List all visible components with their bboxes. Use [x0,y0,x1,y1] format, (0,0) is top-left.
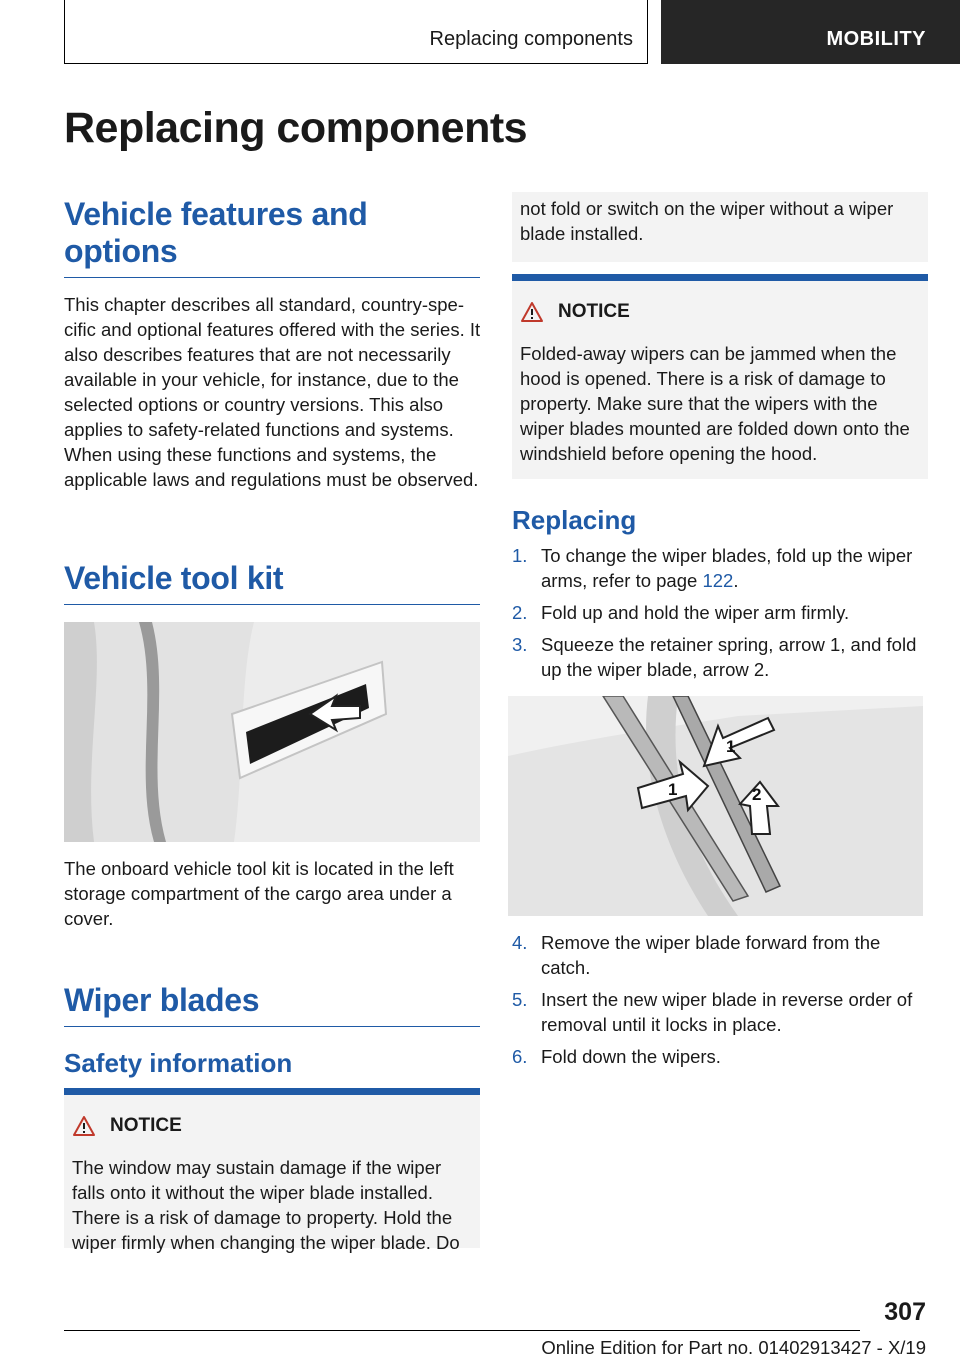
step-number: 2. [512,602,528,623]
step-text: Insert the new wiper blade in reverse order of removal until it locks in place. [541,989,913,1035]
step-number: 4. [512,932,528,953]
page-title: Replacing components [64,104,528,152]
list-item [512,543,932,593]
header-chapter-tab [661,0,960,64]
warning-triangle-icon [520,301,544,323]
notice-text: Folded-away wipers can be jammed when the hood is opened. There is a risk of damage to property. Make sure that the wipers with the wiper blades mounted are folded down onto the windshield before opening the hood. [520,343,910,464]
list-item [512,1044,932,1069]
replacing-steps-list-b [512,930,932,1076]
notice-title: NOTICE [110,1115,182,1136]
heading-vehicle-features: Vehicle features and options [64,196,480,278]
step-text: Remove the wiper blade forward from the catch. [541,932,881,978]
header-chapter-label: MOBILITY [826,28,926,50]
step-suffix: . [733,570,739,591]
list-item [512,987,932,1037]
notice-title: NOTICE [558,301,630,322]
step-text: Squeeze the retainer spring, arrow 1, and fold up the wiper blade, arrow 2. [541,634,917,680]
wiper-blade-figure [508,696,923,916]
heading-vehicle-tool-kit: Vehicle tool kit [64,560,480,605]
notice-header [72,1115,182,1137]
notice-box-folded-wipers [512,274,928,479]
footer-edition-text: Online Edition for Part no. 01402913427 - X/19 [541,1337,926,1358]
page-number: 307 [884,1298,926,1326]
footer-divider [64,1330,860,1331]
step-number: 3. [512,634,528,655]
list-item [512,600,932,625]
step-number: 1. [512,545,528,566]
heading-replacing: Replacing [512,505,637,535]
warning-triangle-icon [72,1115,96,1137]
figure-label: 1 [668,780,678,799]
header-section-title: Replacing components [429,28,633,50]
notice-box-window-damage [64,1088,480,1253]
step-number: 5. [512,989,528,1010]
header-box [64,0,648,64]
list-item [512,930,932,980]
step-text: Fold up and hold the wiper arm firmly. [541,602,850,623]
page-reference-link[interactable]: 122 [702,570,734,591]
heading-safety-information: Safety information [64,1048,293,1078]
step-text: To change the wiper blades, fold up the wiper arms, refer to page [541,545,913,591]
step-text: Fold down the wipers. [541,1046,721,1067]
tool-kit-caption: The onboard vehicle tool kit is located in the left storage compartment of the cargo area under a cover. [64,858,454,929]
figure-label: 1 [726,737,736,756]
list-item [512,632,932,682]
figure-label: 2 [752,785,762,804]
notice-header [520,301,630,323]
step-number: 6. [512,1046,528,1067]
replacing-steps-list-a [512,543,932,689]
features-text: This chapter describes all standard, country-specific and optional features offered with the series. It also describes features that are not necessarily available in your vehicle, for instance, due to the selected options or country versions. This also applies to safety-related functions and systems. When using these functions and systems, the applicable laws and regulations must be observed. [64,294,481,490]
notice-continuation-box [512,192,928,262]
notice-continuation-text: not fold or switch on the wiper without a wiper blade installed. [520,198,894,244]
heading-wiper-blades: Wiper blades [64,982,480,1027]
notice-text: The window may sustain damage if the wiper falls onto it without the wiper blade installed. There is a risk of damage to property. Hold the wiper firmly when changing the wiper blade. Do [72,1157,460,1253]
tool-kit-photo [64,622,480,842]
